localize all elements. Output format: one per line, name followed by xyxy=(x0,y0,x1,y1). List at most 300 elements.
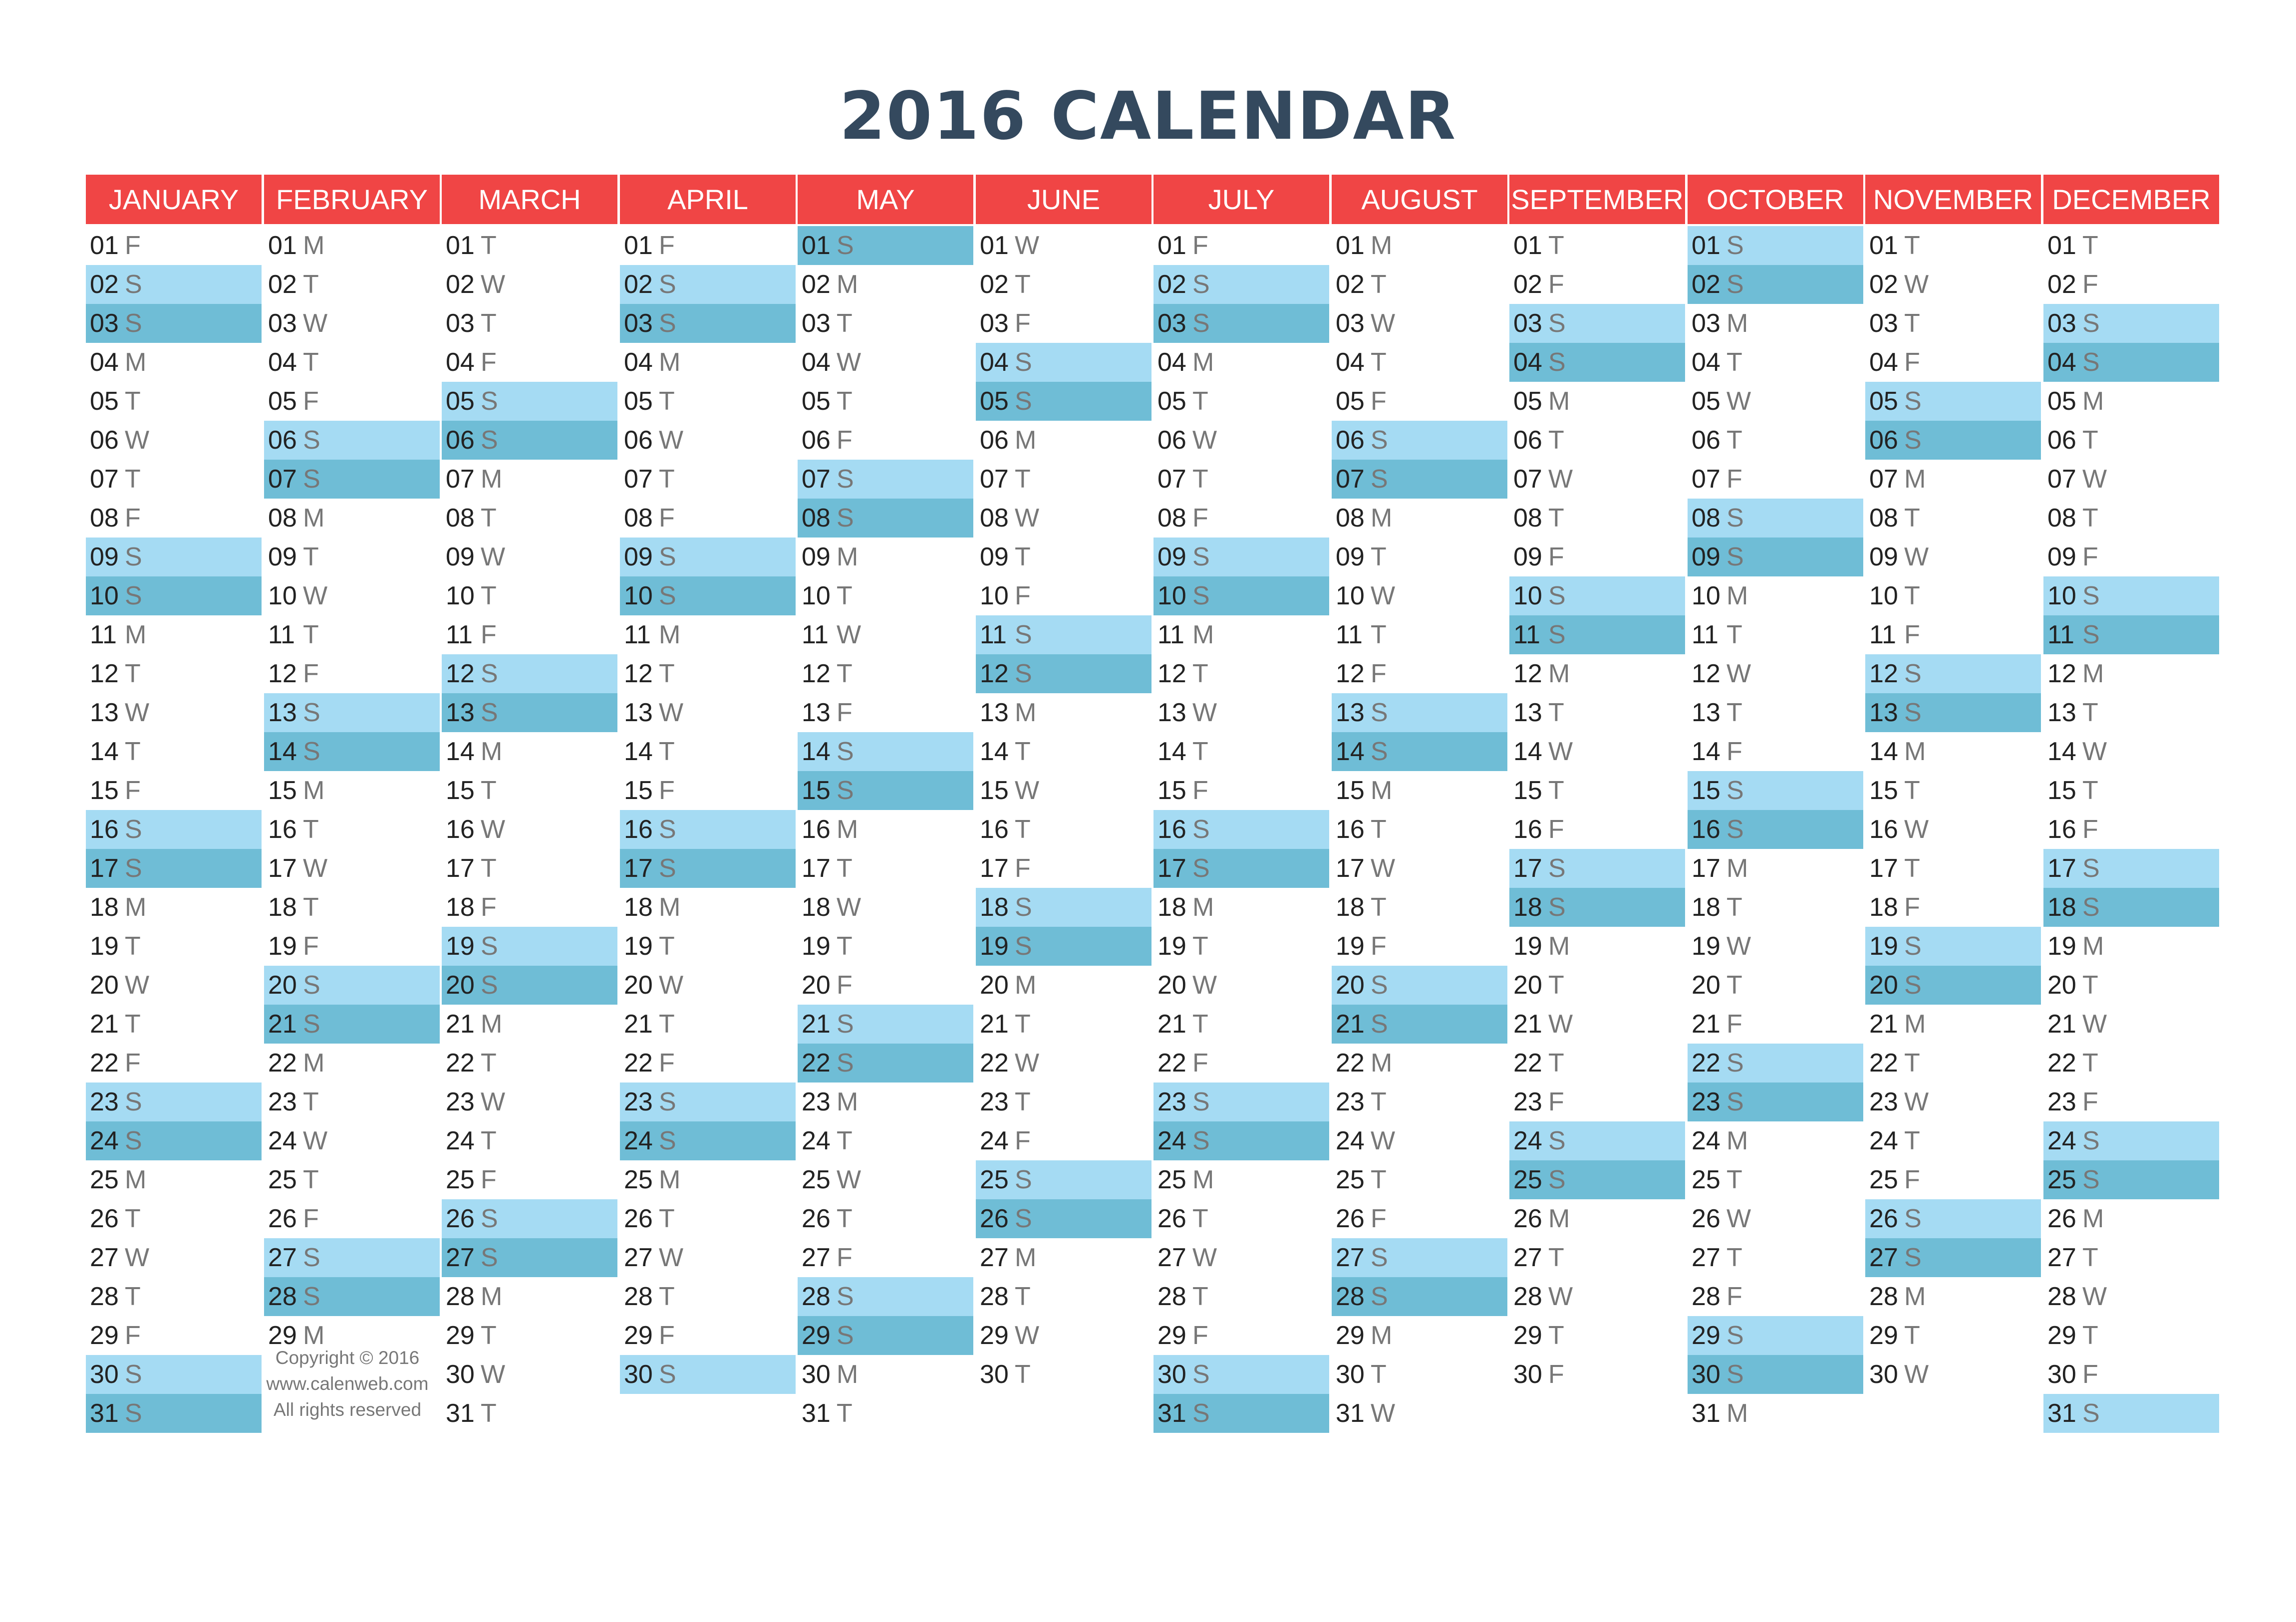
weekday-letter: M xyxy=(303,231,325,260)
weekday-letter: F xyxy=(2082,1087,2098,1116)
day-number: 12 xyxy=(1336,659,1365,688)
weekday-letter: S xyxy=(1015,1204,1032,1233)
weekday-letter: T xyxy=(837,854,853,883)
weekday-letter: S xyxy=(125,854,142,883)
weekday-letter: M xyxy=(1726,581,1748,610)
day-number: 22 xyxy=(446,1049,475,1078)
month-header-may: MAY xyxy=(798,175,973,224)
day-number: 12 xyxy=(802,659,831,688)
weekday-letter: T xyxy=(1192,737,1208,766)
day-cell xyxy=(442,226,617,265)
weekday-letter: F xyxy=(2082,1360,2098,1389)
day-number: 28 xyxy=(1692,1282,1721,1311)
day-cell xyxy=(1688,538,1863,576)
day-cell xyxy=(1332,576,1507,615)
day-cell xyxy=(798,1316,973,1355)
day-cell xyxy=(2043,1238,2219,1277)
day-cell xyxy=(1865,1238,2041,1277)
weekday-letter: S xyxy=(1192,1126,1210,1155)
day-cell xyxy=(798,1160,973,1199)
weekday-letter: T xyxy=(2082,426,2098,455)
day-cell xyxy=(620,810,796,849)
day-cell xyxy=(442,1005,617,1044)
day-number: 28 xyxy=(1513,1282,1542,1311)
day-cell xyxy=(1509,849,1685,888)
weekday-letter: S xyxy=(1192,1087,1210,1116)
day-cell xyxy=(1153,538,1329,576)
weekday-letter: T xyxy=(303,270,319,299)
day-cell xyxy=(798,1238,973,1277)
weekday-letter: F xyxy=(125,231,141,260)
day-number: 06 xyxy=(446,426,475,455)
day-cell xyxy=(1688,810,1863,849)
day-number: 30 xyxy=(1157,1360,1186,1389)
weekday-letter: T xyxy=(1548,776,1564,805)
weekday-letter: W xyxy=(837,348,861,377)
day-cell xyxy=(1865,576,2041,615)
weekday-letter: S xyxy=(837,1049,854,1078)
day-cell xyxy=(1153,888,1329,927)
weekday-letter: S xyxy=(1371,698,1388,727)
day-number: 16 xyxy=(1692,815,1721,844)
day-number: 28 xyxy=(2047,1282,2076,1311)
weekday-letter: M xyxy=(481,737,503,766)
day-number: 25 xyxy=(1157,1165,1186,1194)
day-number: 31 xyxy=(2047,1399,2076,1428)
weekday-letter: F xyxy=(1548,542,1564,571)
day-cell xyxy=(620,460,796,499)
day-number: 05 xyxy=(980,387,1009,416)
weekday-letter: W xyxy=(1904,270,1929,299)
day-number: 01 xyxy=(1869,231,1898,260)
weekday-letter: M xyxy=(2082,387,2104,416)
day-cell xyxy=(2043,576,2219,615)
day-number: 25 xyxy=(2047,1165,2076,1194)
day-number: 07 xyxy=(268,465,297,494)
weekday-letter: S xyxy=(2082,620,2100,649)
page-title: 2016 CALENDAR xyxy=(839,78,1457,155)
day-cell xyxy=(264,615,440,654)
day-number: 16 xyxy=(624,815,653,844)
weekday-letter: M xyxy=(481,1282,503,1311)
day-cell xyxy=(1688,343,1863,382)
weekday-letter: F xyxy=(125,1321,141,1350)
year-calendar-grid xyxy=(86,175,2222,1472)
day-number: 29 xyxy=(980,1321,1009,1350)
weekday-letter: W xyxy=(1726,932,1751,961)
day-number: 14 xyxy=(2047,737,2076,766)
day-number: 01 xyxy=(446,231,475,260)
day-number: 23 xyxy=(802,1087,831,1116)
weekday-letter: M xyxy=(1192,893,1214,922)
day-cell xyxy=(798,343,973,382)
weekday-letter: T xyxy=(481,1321,497,1350)
day-cell xyxy=(442,1199,617,1238)
day-cell xyxy=(798,615,973,654)
day-cell xyxy=(798,226,973,265)
day-number: 26 xyxy=(1336,1204,1365,1233)
day-cell xyxy=(976,382,1151,421)
month-column-july xyxy=(1153,175,1329,1433)
day-number: 22 xyxy=(1692,1049,1721,1078)
day-number: 11 xyxy=(802,620,829,649)
day-number: 17 xyxy=(1157,854,1186,883)
day-number: 10 xyxy=(624,581,653,610)
day-number: 05 xyxy=(268,387,297,416)
day-number: 13 xyxy=(1157,698,1186,727)
day-cell xyxy=(442,1238,617,1277)
weekday-letter: T xyxy=(1371,1360,1387,1389)
day-cell xyxy=(264,576,440,615)
day-cell xyxy=(264,732,440,771)
weekday-letter: W xyxy=(1548,1282,1573,1311)
day-number: 04 xyxy=(980,348,1009,377)
day-number: 22 xyxy=(1336,1049,1365,1078)
weekday-letter: S xyxy=(837,737,854,766)
day-cell xyxy=(442,849,617,888)
weekday-letter: S xyxy=(1371,971,1388,1000)
weekday-letter: T xyxy=(837,1399,853,1428)
weekday-letter: W xyxy=(659,971,684,1000)
month-column-april xyxy=(620,175,796,1394)
day-number: 12 xyxy=(1513,659,1542,688)
day-number: 30 xyxy=(802,1360,831,1389)
weekday-letter: F xyxy=(303,1204,319,1233)
month-column-june xyxy=(976,175,1151,1394)
weekday-letter: S xyxy=(1904,387,1922,416)
weekday-letter: S xyxy=(1904,1204,1922,1233)
day-cell xyxy=(442,1160,617,1199)
day-number: 11 xyxy=(980,620,1007,649)
day-cell xyxy=(1865,654,2041,693)
weekday-letter: S xyxy=(659,815,676,844)
day-cell xyxy=(798,810,973,849)
weekday-letter: W xyxy=(1192,426,1217,455)
weekday-letter: S xyxy=(1371,465,1388,494)
day-cell xyxy=(1865,732,2041,771)
day-list xyxy=(1509,226,1685,1394)
weekday-letter: T xyxy=(303,1165,319,1194)
day-cell xyxy=(442,615,617,654)
month-header-november: NOVEMBER xyxy=(1865,175,2041,224)
day-cell xyxy=(442,421,617,460)
day-number: 02 xyxy=(1336,270,1365,299)
weekday-letter: S xyxy=(1015,893,1032,922)
day-cell xyxy=(1688,732,1863,771)
day-number: 12 xyxy=(446,659,475,688)
day-cell xyxy=(1865,810,2041,849)
day-cell xyxy=(442,1121,617,1160)
day-number: 29 xyxy=(1157,1321,1186,1350)
day-cell xyxy=(1153,265,1329,304)
weekday-letter: T xyxy=(1371,893,1387,922)
day-number: 16 xyxy=(446,815,475,844)
day-cell xyxy=(798,304,973,343)
weekday-letter: S xyxy=(1548,348,1566,377)
day-number: 07 xyxy=(1513,465,1542,494)
weekday-letter: S xyxy=(1904,932,1922,961)
day-number: 13 xyxy=(446,698,475,727)
weekday-letter: S xyxy=(1192,270,1210,299)
day-number: 15 xyxy=(802,776,831,805)
day-cell xyxy=(1509,460,1685,499)
day-cell xyxy=(1509,382,1685,421)
weekday-letter: M xyxy=(1726,1399,1748,1428)
month-column-january xyxy=(86,175,262,1433)
day-list xyxy=(1688,226,1863,1433)
weekday-letter: S xyxy=(1192,1399,1210,1428)
day-number: 26 xyxy=(1513,1204,1542,1233)
weekday-letter: T xyxy=(1015,737,1031,766)
day-number: 24 xyxy=(624,1126,653,1155)
day-number: 09 xyxy=(90,542,119,571)
day-cell xyxy=(1153,1394,1329,1433)
day-number: 14 xyxy=(90,737,119,766)
weekday-letter: W xyxy=(303,309,328,338)
weekday-letter: S xyxy=(837,1282,854,1311)
weekday-letter: T xyxy=(1192,387,1208,416)
day-number: 05 xyxy=(802,387,831,416)
day-cell xyxy=(1153,1044,1329,1082)
day-cell xyxy=(1688,304,1863,343)
day-number: 08 xyxy=(980,504,1009,533)
weekday-letter: W xyxy=(125,971,150,1000)
day-cell xyxy=(1865,615,2041,654)
day-cell xyxy=(1865,382,2041,421)
day-number: 08 xyxy=(1692,504,1721,533)
weekday-letter: W xyxy=(125,698,150,727)
weekday-letter: T xyxy=(2082,504,2098,533)
day-cell xyxy=(264,849,440,888)
day-cell xyxy=(1688,421,1863,460)
day-number: 29 xyxy=(446,1321,475,1350)
day-cell xyxy=(1332,343,1507,382)
weekday-letter: T xyxy=(1015,1010,1031,1039)
day-cell xyxy=(976,1199,1151,1238)
day-number: 05 xyxy=(1869,387,1898,416)
day-cell xyxy=(2043,1394,2219,1433)
day-number: 18 xyxy=(268,893,297,922)
day-cell xyxy=(620,888,796,927)
day-cell xyxy=(2043,615,2219,654)
weekday-letter: S xyxy=(481,387,498,416)
weekday-letter: M xyxy=(659,348,681,377)
day-cell xyxy=(1509,1005,1685,1044)
weekday-letter: S xyxy=(303,1010,320,1039)
day-cell xyxy=(1153,1316,1329,1355)
day-cell xyxy=(976,1121,1151,1160)
day-number: 25 xyxy=(1336,1165,1365,1194)
day-cell xyxy=(1332,849,1507,888)
weekday-letter: W xyxy=(481,1087,506,1116)
weekday-letter: M xyxy=(1726,1126,1748,1155)
day-cell xyxy=(442,382,617,421)
day-list xyxy=(1153,226,1329,1433)
weekday-letter: T xyxy=(481,854,497,883)
day-cell xyxy=(264,265,440,304)
day-cell xyxy=(1153,1082,1329,1121)
day-number: 15 xyxy=(1157,776,1186,805)
day-number: 01 xyxy=(802,231,831,260)
day-number: 06 xyxy=(268,426,297,455)
weekday-letter: S xyxy=(659,1087,676,1116)
day-number: 04 xyxy=(1869,348,1898,377)
day-cell xyxy=(264,693,440,732)
day-number: 19 xyxy=(2047,932,2076,961)
day-number: 08 xyxy=(802,504,831,533)
day-number: 25 xyxy=(802,1165,831,1194)
day-cell xyxy=(1865,538,2041,576)
weekday-letter: M xyxy=(481,465,503,494)
day-number: 20 xyxy=(802,971,831,1000)
day-cell xyxy=(620,693,796,732)
day-number: 12 xyxy=(2047,659,2076,688)
day-number: 05 xyxy=(446,387,475,416)
day-number: 30 xyxy=(624,1360,653,1389)
day-cell xyxy=(264,1160,440,1199)
day-number: 03 xyxy=(980,309,1009,338)
weekday-letter: S xyxy=(303,465,320,494)
weekday-letter: M xyxy=(1015,698,1037,727)
day-cell xyxy=(1153,499,1329,538)
day-cell xyxy=(620,1121,796,1160)
day-cell xyxy=(1688,1316,1863,1355)
day-number: 18 xyxy=(1692,893,1721,922)
day-cell xyxy=(2043,732,2219,771)
weekday-letter: F xyxy=(837,698,853,727)
day-number: 13 xyxy=(1513,698,1542,727)
day-cell xyxy=(442,304,617,343)
weekday-letter: T xyxy=(1192,465,1208,494)
day-cell xyxy=(798,421,973,460)
day-number: 11 xyxy=(90,620,117,649)
day-number: 09 xyxy=(1336,542,1365,571)
day-number: 12 xyxy=(980,659,1009,688)
day-number: 29 xyxy=(1869,1321,1898,1350)
day-number: 21 xyxy=(1869,1010,1898,1039)
weekday-letter: T xyxy=(1548,1321,1564,1350)
weekday-letter: T xyxy=(1371,1087,1387,1116)
day-number: 01 xyxy=(2047,231,2076,260)
day-number: 06 xyxy=(90,426,119,455)
day-number: 02 xyxy=(2047,270,2076,299)
day-cell xyxy=(1688,1160,1863,1199)
day-cell xyxy=(976,343,1151,382)
day-number: 20 xyxy=(1692,971,1721,1000)
day-cell xyxy=(1688,888,1863,927)
day-cell xyxy=(2043,1316,2219,1355)
day-number: 31 xyxy=(802,1399,831,1428)
day-cell xyxy=(1865,1160,2041,1199)
weekday-letter: T xyxy=(1548,426,1564,455)
day-cell xyxy=(264,226,440,265)
weekday-letter: F xyxy=(1015,1126,1031,1155)
day-number: 11 xyxy=(1336,620,1363,649)
weekday-letter: W xyxy=(1015,1321,1040,1350)
weekday-letter: W xyxy=(481,270,506,299)
copyright-website: www.calenweb.com xyxy=(266,1373,429,1394)
day-number: 02 xyxy=(446,270,475,299)
day-cell xyxy=(86,966,262,1005)
weekday-letter: T xyxy=(1548,971,1564,1000)
day-cell xyxy=(1688,265,1863,304)
weekday-letter: T xyxy=(659,932,675,961)
weekday-letter: T xyxy=(481,1399,497,1428)
day-cell xyxy=(798,1005,973,1044)
day-cell xyxy=(1509,1277,1685,1316)
day-number: 31 xyxy=(446,1399,475,1428)
weekday-letter: F xyxy=(1015,309,1031,338)
day-number: 10 xyxy=(1157,581,1186,610)
day-cell xyxy=(1332,1082,1507,1121)
weekday-letter: M xyxy=(1371,1049,1393,1078)
copyright-notice xyxy=(260,1345,435,1423)
weekday-letter: W xyxy=(303,581,328,610)
weekday-letter: S xyxy=(1192,1360,1210,1389)
weekday-letter: S xyxy=(1904,698,1922,727)
weekday-letter: F xyxy=(1192,1321,1208,1350)
day-cell xyxy=(1865,226,2041,265)
weekday-letter: S xyxy=(1726,542,1744,571)
weekday-letter: M xyxy=(837,270,859,299)
day-cell xyxy=(86,1316,262,1355)
weekday-letter: S xyxy=(1904,659,1922,688)
day-number: 04 xyxy=(1336,348,1365,377)
weekday-letter: W xyxy=(1015,1049,1040,1078)
day-cell xyxy=(264,538,440,576)
day-cell xyxy=(2043,888,2219,927)
day-cell xyxy=(798,538,973,576)
weekday-letter: F xyxy=(837,426,853,455)
day-number: 20 xyxy=(90,971,119,1000)
day-cell xyxy=(1688,654,1863,693)
weekday-letter: T xyxy=(837,1204,853,1233)
weekday-letter: W xyxy=(1192,1243,1217,1272)
day-number: 19 xyxy=(624,932,653,961)
day-number: 27 xyxy=(1157,1243,1186,1272)
day-number: 21 xyxy=(268,1010,297,1039)
day-cell xyxy=(86,1044,262,1082)
weekday-letter: T xyxy=(303,893,319,922)
day-cell xyxy=(2043,304,2219,343)
day-cell xyxy=(976,538,1151,576)
weekday-letter: F xyxy=(1904,893,1920,922)
weekday-letter: T xyxy=(1192,659,1208,688)
day-number: 27 xyxy=(2047,1243,2076,1272)
weekday-letter: F xyxy=(1548,1360,1564,1389)
day-number: 01 xyxy=(980,231,1009,260)
weekday-letter: T xyxy=(303,620,319,649)
day-number: 15 xyxy=(624,776,653,805)
day-number: 13 xyxy=(268,698,297,727)
weekday-letter: M xyxy=(659,1165,681,1194)
day-number: 28 xyxy=(446,1282,475,1311)
day-cell xyxy=(1688,1238,1863,1277)
day-number: 12 xyxy=(624,659,653,688)
day-number: 18 xyxy=(446,893,475,922)
weekday-letter: S xyxy=(1726,1360,1744,1389)
day-number: 31 xyxy=(1157,1399,1186,1428)
day-number: 06 xyxy=(980,426,1009,455)
day-number: 04 xyxy=(2047,348,2076,377)
day-number: 23 xyxy=(1692,1087,1721,1116)
day-number: 21 xyxy=(1692,1010,1721,1039)
day-cell xyxy=(620,1238,796,1277)
day-cell xyxy=(1153,460,1329,499)
weekday-letter: S xyxy=(1904,971,1922,1000)
day-number: 10 xyxy=(1513,581,1542,610)
day-number: 22 xyxy=(980,1049,1009,1078)
